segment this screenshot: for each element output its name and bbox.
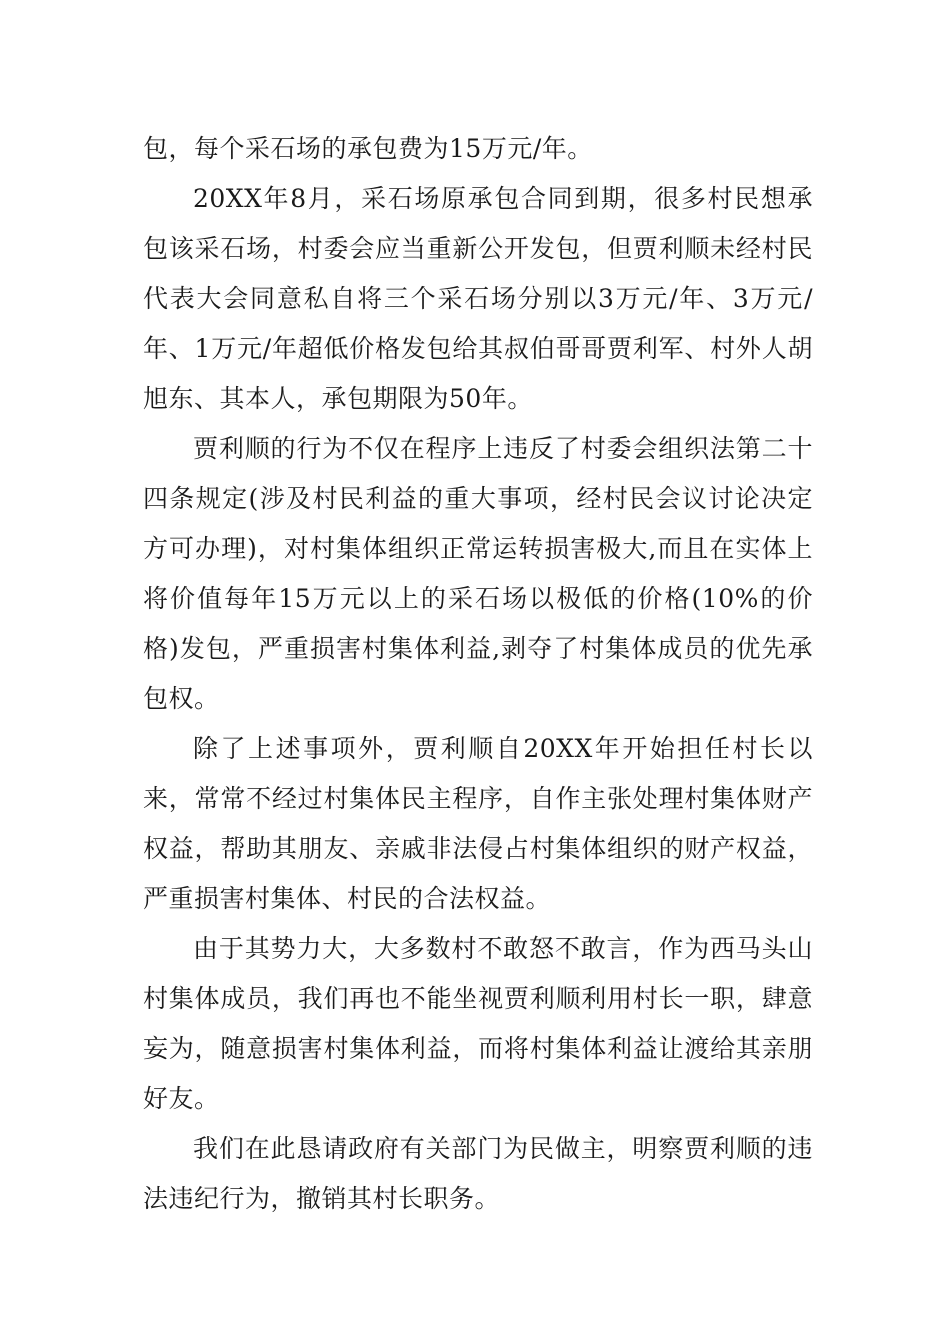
paragraph-5: 由于其势力大，大多数村不敢怒不敢言，作为西马头山村集体成员，我们再也不能坐视贾利顺利用村长一职，肆意妄为，随意损害村集体利益，而将村集体利益让渡给其亲朋好友。 bbox=[143, 934, 813, 1113]
paragraph-4: 除了上述事项外，贾利顺自20XX年开始担任村长以来，常常不经过村集体民主程序，自作主张处理村集体财产权益，帮助其朋友、亲戚非法侵占村集体组织的财产权益，严重损害村集体、村民的合法权益。 bbox=[143, 734, 813, 913]
paragraph-6: 我们在此恳请政府有关部门为民做主，明察贾利顺的违法违纪行为，撤销其村长职务。 bbox=[143, 1134, 813, 1213]
paragraph-2: 20XX年8月，采石场原承包合同到期，很多村民想承包该采石场，村委会应当重新公开发包，但贾利顺未经村民代表大会同意私自将三个采石场分别以3万元/年、3万元/年、1万元/年超低价格发包给其叔伯哥哥贾利军、村外人胡旭东、其本人，承包期限为50年。 bbox=[143, 184, 813, 413]
document-body bbox=[143, 124, 813, 1224]
paragraph-3: 贾利顺的行为不仅在程序上违反了村委会组织法第二十四条规定(涉及村民利益的重大事项，经村民会议讨论决定方可办理)，对村集体组织正常运转损害极大,而且在实体上将价值每年15万元以上的采石场以极低的价格(10%的价格)发包，严重损害村集体利益,剥夺了村集体成员的优先承包权。 bbox=[143, 434, 813, 713]
paragraph-1: 包，每个采石场的承包费为15万元/年。 bbox=[143, 134, 593, 163]
